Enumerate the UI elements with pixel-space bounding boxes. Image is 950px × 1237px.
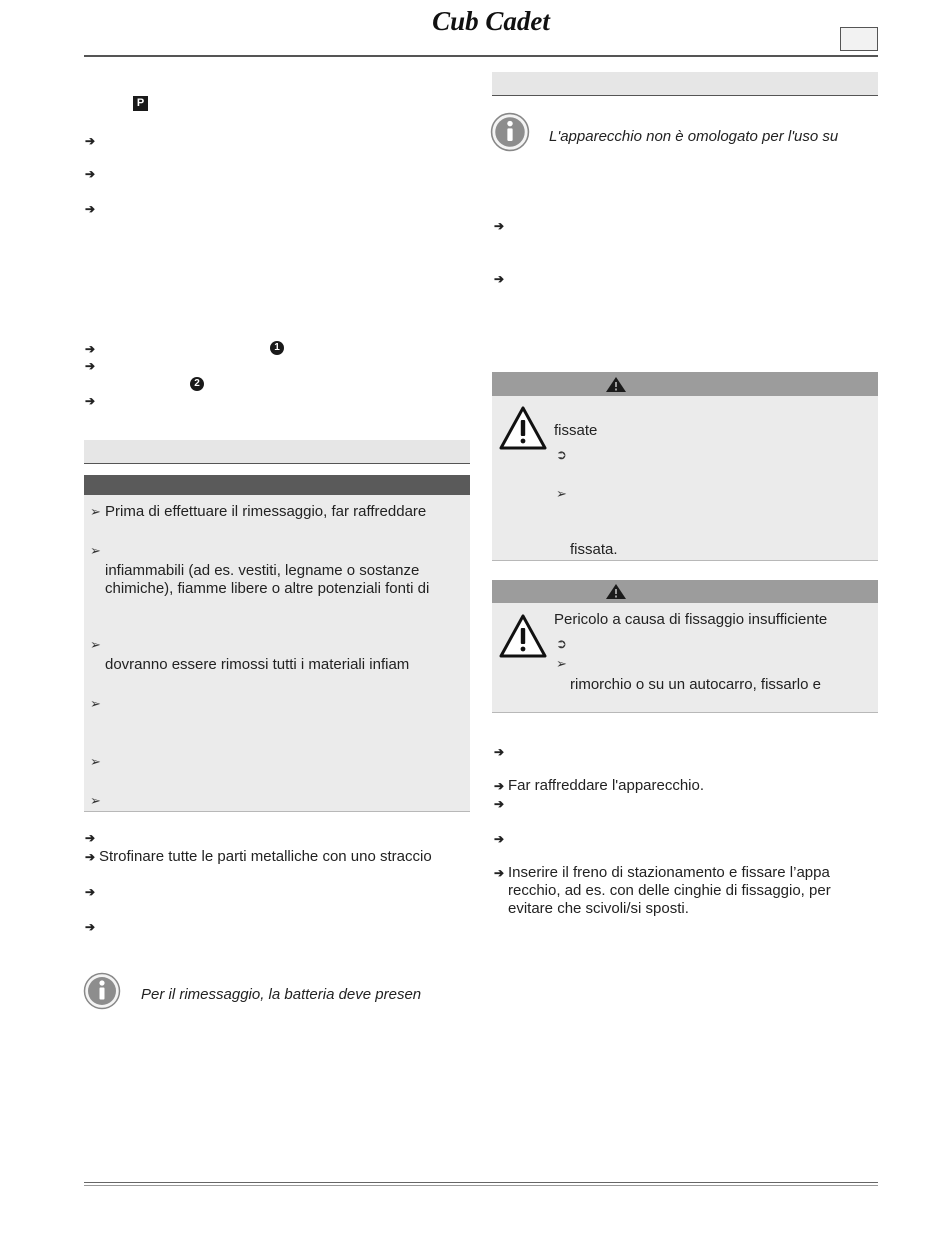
step-marker-1: 1 — [270, 341, 284, 355]
header-rule — [84, 55, 878, 57]
arrow-icon: ➔ — [85, 394, 96, 408]
warning-triangle-icon — [605, 583, 627, 600]
arrow-icon: ➔ — [494, 866, 505, 880]
storage-section-header — [84, 440, 470, 464]
warning1-line: fissate — [554, 422, 598, 439]
storage-item-text: Prima di effettuare il rimessaggio, far raffreddare — [105, 503, 427, 520]
arrow-icon: ➔ — [85, 850, 96, 864]
warning2-line: rimorchio o su un autocarro, fissarlo e — [570, 676, 821, 693]
cool-down-step: Far raffreddare l'apparecchio. — [508, 777, 705, 794]
arrow-icon: ➔ — [85, 920, 96, 934]
chevron-right-icon: ➢ — [90, 696, 101, 711]
chevron-right-icon: ➢ — [90, 793, 101, 808]
battery-storage-note: Per il rimessaggio, la batteria deve presen — [141, 986, 422, 1003]
chevron-right-icon: ➢ — [90, 504, 101, 519]
arrow-icon: ➔ — [85, 359, 96, 373]
footer-rule — [84, 1182, 878, 1183]
arrow-icon: ➔ — [85, 167, 96, 181]
warning-panel-1 — [492, 396, 878, 561]
parking-brake-icon: P — [133, 96, 148, 111]
circle-arrow-icon: ➲ — [556, 447, 567, 462]
footer-rule-secondary — [84, 1185, 878, 1186]
info-icon — [83, 972, 121, 1010]
transport-section-header — [492, 72, 878, 96]
road-use-note: L'apparecchio non è omologato per l'uso su — [549, 128, 839, 145]
arrow-icon: ➔ — [85, 134, 96, 148]
warning-header — [492, 372, 878, 396]
arrow-icon: ➔ — [85, 885, 96, 899]
step-marker-2: 2 — [190, 377, 204, 391]
arrow-icon: ➔ — [85, 202, 96, 216]
storage-item-text: dovranno essere rimossi tutti i materiali infiam — [105, 656, 410, 673]
chevron-right-icon: ➢ — [90, 754, 101, 769]
arrow-icon: ➔ — [494, 219, 505, 233]
storage-panel — [84, 495, 470, 812]
arrow-icon: ➔ — [494, 272, 505, 286]
info-icon — [490, 112, 530, 152]
cub-cadet-logo — [405, 6, 577, 36]
brake-step-line: evitare che scivoli/si sposti. — [508, 900, 689, 917]
warning1-line: fissata. — [570, 541, 618, 558]
warning-triangle-icon — [498, 613, 548, 659]
storage-panel-header — [84, 475, 470, 495]
arrow-icon: ➔ — [85, 831, 96, 845]
warning-triangle-icon — [605, 376, 627, 393]
arrow-icon: ➔ — [494, 832, 505, 846]
arrow-icon: ➔ — [494, 779, 505, 793]
brake-step-line: Inserire il freno di stazionamento e fissare l’appa — [508, 864, 830, 881]
warning-triangle-icon — [498, 405, 548, 451]
chevron-right-icon: ➢ — [90, 637, 101, 652]
chevron-right-icon: ➢ — [90, 543, 101, 558]
page-number-box — [840, 27, 878, 51]
warning2-title: Pericolo a causa di fissaggio insufficiente — [554, 611, 828, 628]
chevron-right-icon: ➢ — [556, 486, 567, 501]
brand-text: Cub Cadet — [432, 6, 550, 36]
arrow-icon: ➔ — [85, 342, 96, 356]
storage-item-text: infiammabili (ad es. vestiti, legname o sostanze — [105, 562, 420, 579]
arrow-icon: ➔ — [494, 797, 505, 811]
storage-item-text: chimiche), fiamme libere o altre potenziali fonti di — [105, 580, 430, 597]
chevron-right-icon: ➢ — [556, 656, 567, 671]
brake-step-line: recchio, ad es. con delle cinghie di fissaggio, per — [508, 882, 831, 899]
circle-arrow-icon: ➲ — [556, 636, 567, 651]
wipe-metal-step: Strofinare tutte le parti metalliche con uno straccio — [99, 848, 432, 865]
arrow-icon: ➔ — [494, 745, 505, 759]
warning-header — [492, 580, 878, 603]
